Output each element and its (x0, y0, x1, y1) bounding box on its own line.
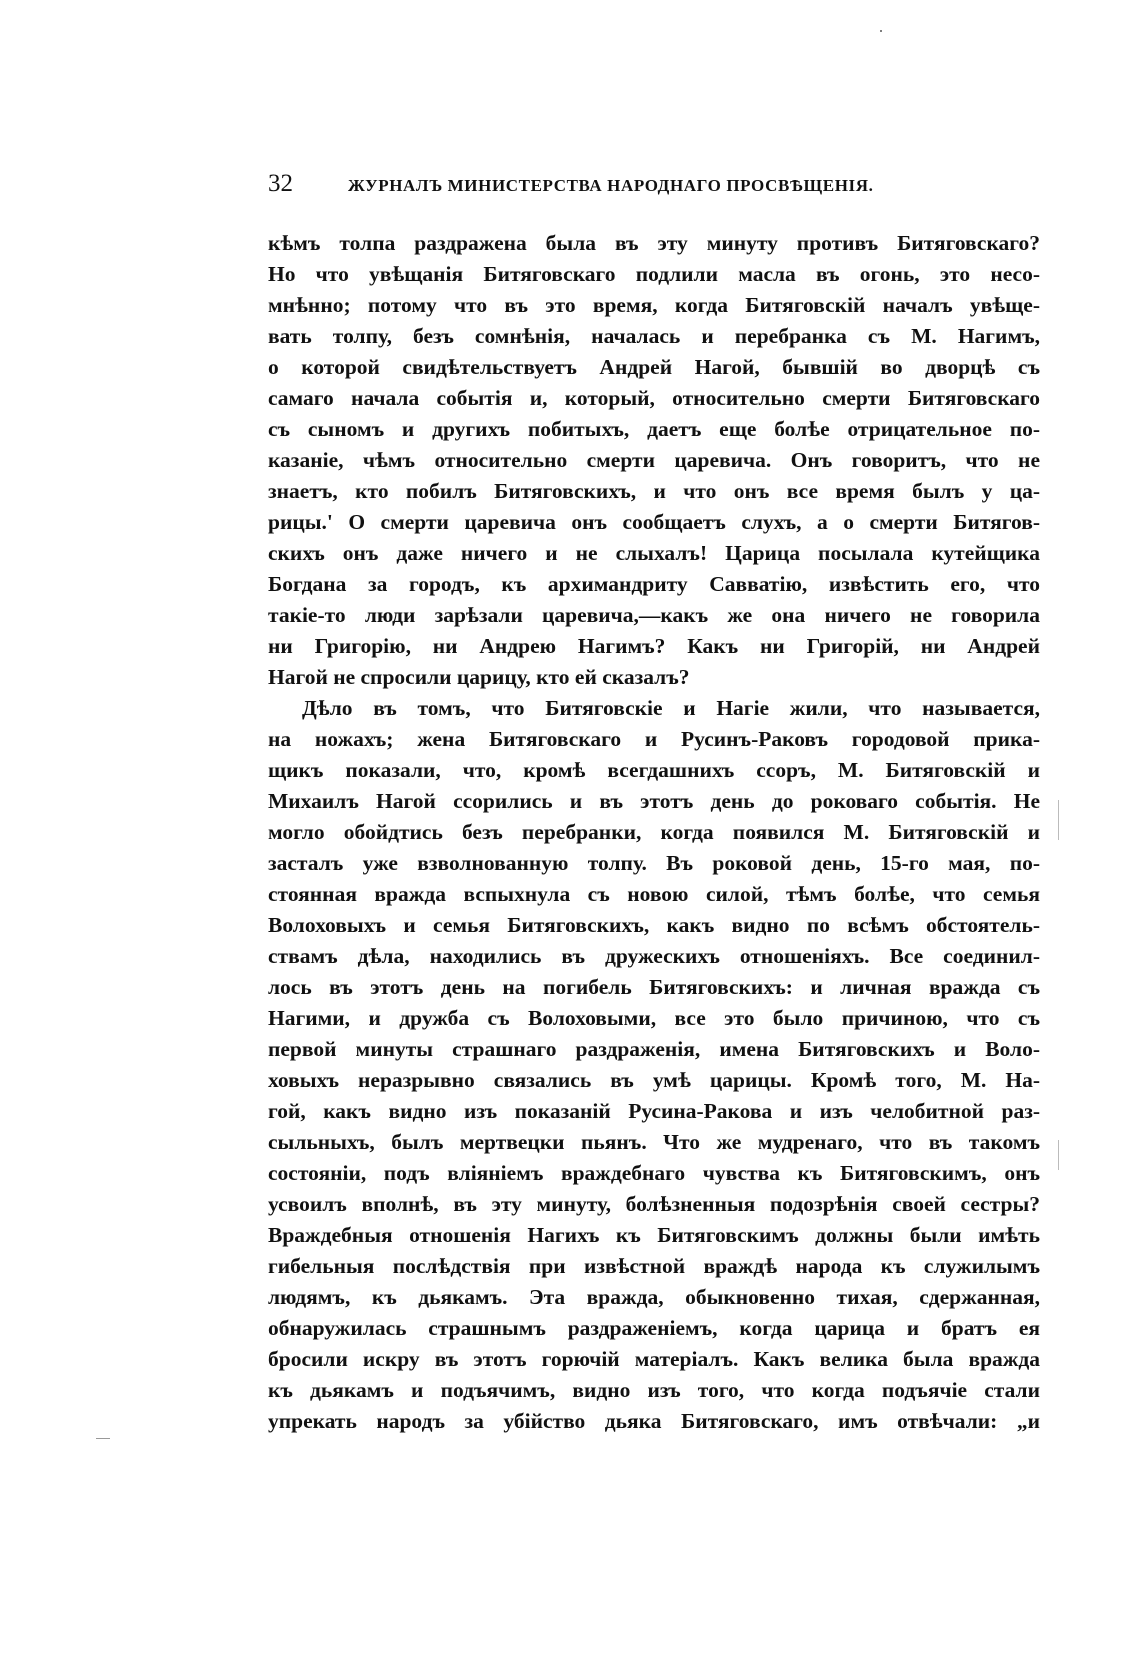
text-line: о которой свидѣтельствуетъ Андрей Нагой, бывшій во дворцѣ съ (268, 355, 1040, 379)
text-line: гибельныя послѣдствія при извѣстной враждѣ народа къ служилымъ (268, 1254, 1040, 1278)
text-line: бросили искру въ этотъ горючій матеріалъ. Какъ велика была вражда (268, 1347, 1040, 1371)
text-line: вать толпу, безъ сомнѣнія, началась и перебранка съ М. Нагимъ, (268, 324, 1040, 348)
text-line: Дѣло въ томъ, что Битяговскіе и Нагіе жили, что называется, (302, 696, 1040, 720)
scan-margin-line (1058, 800, 1059, 840)
text-line: самаго начала событія и, который, относительно смерти Битяговскаго (268, 386, 1040, 410)
text-line: обнаружилась страшнымъ раздраженіемъ, когда царица и братъ ея (268, 1316, 1040, 1340)
text-line: съ сыномъ и другихъ побитыхъ, даетъ еще болѣе отрицательное по- (268, 417, 1040, 441)
text-line: гой, какъ видно изъ показаній Русина-Ракова и изъ челобитной раз- (268, 1099, 1040, 1123)
text-line: сыльныхъ, былъ мертвецки пьянъ. Что же мудренаго, что въ такомъ (268, 1130, 1040, 1154)
text-line: Михаилъ Нагой ссорились и въ этотъ день до роковаго событія. Не (268, 789, 1040, 813)
text-line: лось въ этотъ день на погибель Битяговскихъ: и личная вражда съ (268, 975, 1040, 999)
text-line: казаніе, чѣмъ относительно смерти царевича. Онъ говоритъ, что не (268, 448, 1040, 472)
text-line: состояніи, подъ вліяніемъ враждебнаго чувства къ Битяговскимъ, онъ (268, 1161, 1040, 1185)
scan-margin-line (1058, 1140, 1059, 1170)
text-line: Нагой не спросили царицу, кто ей сказалъ? (268, 665, 690, 689)
text-line: кѣмъ толпа раздражена была въ эту минуту противъ Битяговскаго? (268, 231, 1040, 255)
text-line: усвоилъ вполнѣ, въ эту минуту, болѣзненныя подозрѣнія своей сестры? (268, 1192, 1040, 1216)
text-line: Волоховыхъ и семья Битяговскихъ, какъ видно по всѣмъ обстоятель- (268, 913, 1040, 937)
text-line: Богдана за городъ, къ архимандриту Савватію, извѣстить его, что (268, 572, 1040, 596)
text-line: мнѣнно; потому что въ это время, когда Битяговскій началъ увѣще- (268, 293, 1040, 317)
running-head: ЖУРНАЛЪ МИНИСТЕРСТВА НАРОДНАГО ПРОСВѢЩЕНІЯ. (348, 176, 874, 195)
page-header (268, 170, 1038, 210)
text-line: стоянная вражда вспыхнула съ новою силой, тѣмъ болѣе, что семья (268, 882, 1040, 906)
page-number: 32 (268, 170, 293, 197)
text-line: къ дьякамъ и подъячимъ, видно изъ того, что когда подъячіе стали (268, 1378, 1040, 1402)
text-line: засталъ уже взволнованную толпу. Въ роковой день, 15-го мая, по- (268, 851, 1040, 875)
text-line: Нагими, и дружба съ Волоховыми, все это было причиною, что съ (268, 1006, 1040, 1030)
text-line: упрекать народъ за убійство дьяка Битяговскаго, имъ отвѣчали: „и (268, 1409, 1040, 1433)
text-line: Но что увѣщанія Битяговскаго подлили масла въ огонь, это несо- (268, 262, 1040, 286)
text-line: такіе-то люди зарѣзали царевича,—какъ же она ничего не говорила (268, 603, 1040, 627)
text-line: ни Григорію, ни Андрею Нагимъ? Какъ ни Григорій, ни Андрей (268, 634, 1040, 658)
text-line: на ножахъ; жена Битяговскаго и Русинъ-Раковъ городовой прика- (268, 727, 1040, 751)
text-line: людямъ, къ дьякамъ. Эта вражда, обыкновенно тихая, сдержанная, (268, 1285, 1040, 1309)
scan-speck (880, 30, 882, 32)
scan-margin-mark (96, 1438, 110, 1439)
text-line: Враждебныя отношенія Нагихъ къ Битяговскимъ должны были имѣть (268, 1223, 1040, 1247)
text-line: скихъ онъ даже ничего и не слыхалъ! Царица посылала кутейщика (268, 541, 1040, 565)
text-line: первой минуты страшнаго раздраженія, имена Битяговскихъ и Воло- (268, 1037, 1040, 1061)
text-line: ховыхъ неразрывно связались въ умѣ царицы. Кромѣ того, М. На- (268, 1068, 1040, 1092)
text-line: щикъ показали, что, кромѣ всегдашнихъ ссоръ, М. Битяговскій и (268, 758, 1040, 782)
text-line: рицы.' О смерти царевича онъ сообщаетъ слухъ, а о смерти Битягов- (268, 510, 1040, 534)
text-line: могло обойдтись безъ перебранки, когда появился М. Битяговскій и (268, 820, 1040, 844)
body-text (268, 228, 1040, 1437)
text-line: знаетъ, кто побилъ Битяговскихъ, и что онъ все время былъ у ца- (268, 479, 1040, 503)
text-line: ствамъ дѣла, находились въ дружескихъ отношеніяхъ. Все соединил- (268, 944, 1040, 968)
